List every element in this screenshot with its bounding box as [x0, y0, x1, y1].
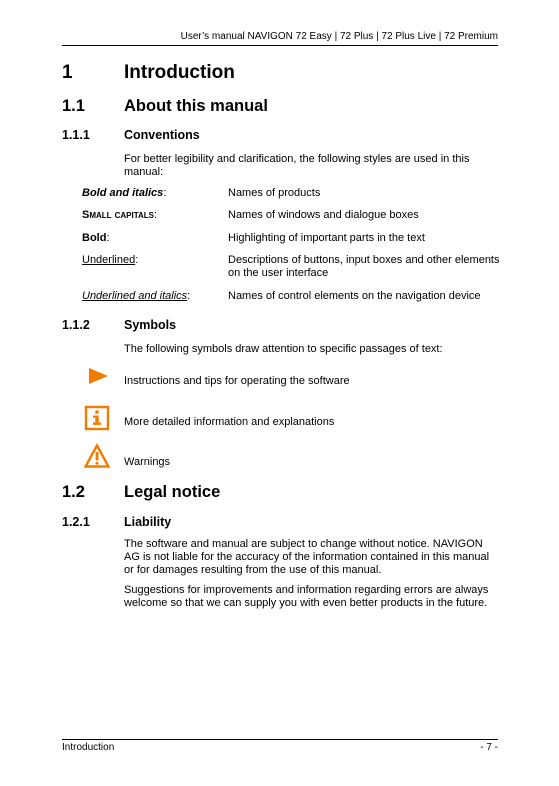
term-colon: :	[187, 290, 191, 302]
term-text: Bold and italics	[82, 187, 164, 199]
symbol-text-warnings: Warnings	[124, 456, 171, 468]
footer-rule	[62, 739, 498, 740]
arrow-icon	[84, 363, 110, 389]
convention-desc: Descriptions of buttons, input boxes and other elements on the user interface	[228, 254, 500, 279]
convention-desc: Names of control elements on the navigation device	[228, 290, 481, 302]
liability-paragraph-2: Suggestions for improvements and information regarding errors are always welcome so that we can supply you with even better products in the future.	[124, 584, 489, 609]
section-number: 1.2	[62, 483, 85, 501]
term-colon: :	[154, 209, 158, 221]
conventions-intro: For better legibility and clarification, the following styles are used in this manual:	[124, 153, 470, 178]
convention-desc: Names of products	[228, 187, 321, 199]
subsection-number: 1.1.1	[62, 128, 90, 142]
term-text: Underlined	[82, 254, 136, 266]
symbols-intro: The following symbols draw attention to specific passages of text:	[124, 343, 443, 355]
liability-paragraph-1: The software and manual are subject to change without notice. NAVIGON AG is not liable for the accuracy of the information contained in this manual or for damages resulting from the use of this manual.	[124, 538, 490, 576]
convention-desc: Highlighting of important parts in the text	[228, 232, 425, 244]
header-rule	[62, 45, 498, 46]
convention-term-bold-italics	[82, 187, 166, 200]
term-colon: :	[106, 232, 110, 244]
convention-term-bold	[82, 232, 110, 245]
warning-icon	[84, 443, 110, 469]
symbol-text-instructions: Instructions and tips for operating the software	[124, 375, 350, 387]
section-title: About this manual	[124, 97, 268, 115]
chapter-title: Introduction	[124, 62, 235, 83]
running-header: User’s manual NAVIGON 72 Easy | 72 Plus | 72 Plus Live | 72 Premium	[180, 31, 498, 42]
section-number: 1.1	[62, 97, 85, 115]
term-text: Small capitals	[82, 209, 155, 221]
info-icon	[84, 405, 110, 431]
convention-term-underlined-italics	[82, 290, 190, 303]
term-text: Bold	[82, 232, 107, 244]
term-colon: :	[163, 187, 167, 199]
subsection-title: Liability	[124, 515, 172, 529]
section-title: Legal notice	[124, 483, 221, 501]
term-colon: :	[135, 254, 139, 266]
convention-term-underlined	[82, 254, 138, 267]
term-text: Underlined and italics	[82, 290, 188, 302]
subsection-number: 1.2.1	[62, 515, 90, 529]
chapter-number: 1	[62, 62, 73, 83]
subsection-title: Conventions	[124, 128, 200, 142]
subsection-number: 1.1.2	[62, 318, 90, 332]
convention-desc: Names of windows and dialogue boxes	[228, 209, 419, 221]
footer-page-number: - 7 -	[480, 742, 498, 753]
subsection-title: Symbols	[124, 318, 177, 332]
symbol-text-information: More detailed information and explanations	[124, 416, 335, 428]
footer-section-name: Introduction	[62, 742, 115, 753]
convention-term-small-capitals	[82, 209, 157, 222]
